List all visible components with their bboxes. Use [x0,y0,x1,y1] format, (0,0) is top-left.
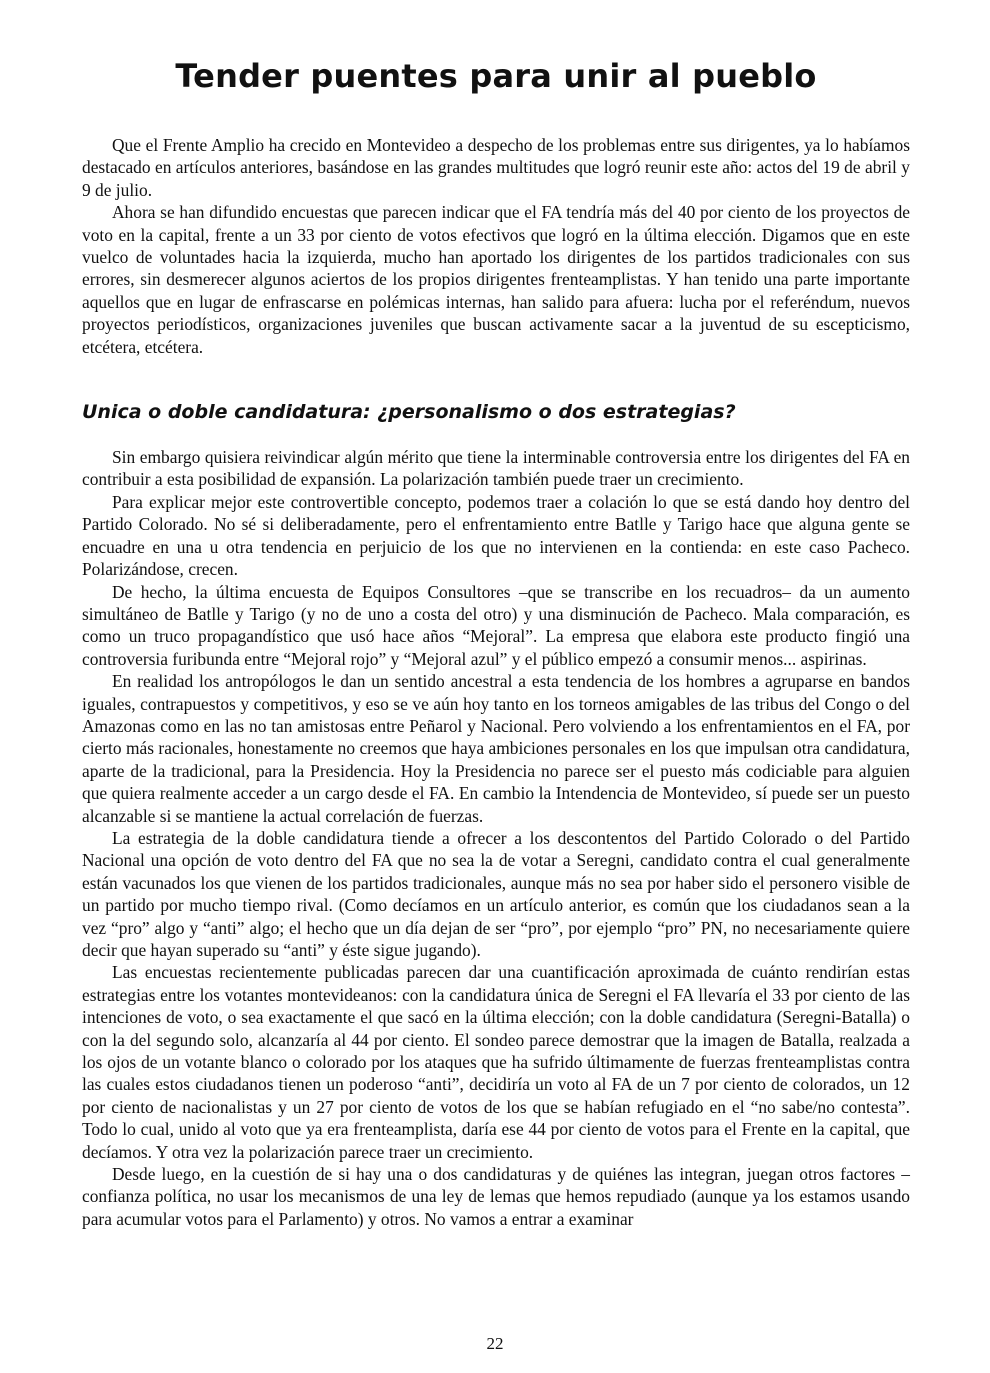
section-paragraph-2: Para explicar mejor este controvertible concepto, podemos traer a colación lo que se está dando hoy dentro del Partido Colorado. No sé si deliberadamente, pero el enfrentamiento entre Batlle y Tarigo hace que alguna gente se encuadre en una u otra tendencia en perjuicio de los que no intervienen en la contienda: en este caso Pacheco. Polarizándose, crecen. [82,491,910,580]
section-heading: Unica o doble candidatura: ¿personalismo o dos estrategias? [82,401,736,424]
section-paragraph-3: De hecho, la última encuesta de Equipos Consultores –que se transcribe en los recuadros– da un aumento simultáneo de Batlle y Tarigo (y no de uno a costa del otro) y una disminución de Pacheco. Mala comparación, es como un truco propagandístico que usó hace años “Mejoral”. La empresa que elabora este producto fingió una controversia furibunda entre “Mejoral rojo” y “Mejoral azul” y el público empezó a consumir menos... aspirinas. [82,581,910,669]
section-paragraph-4: En realidad los antropólogos le dan un sentido ancestral a esta tendencia de los hombres a agruparse en bandos iguales, contrapuestos y competitivos, y eso se ve aún hoy tanto en los torneos amigables de las tribus del Congo o del Amazonas como en las no tan amistosas entre Peñarol y Nacional. Pero volviendo a los enfrentamientos en el FA, por cierto más racionales, honestamente no creemos que haya ambiciones personales en los que impulsan otra candidatura, aparte de la tradicional, para la Presidencia. Hoy la Presidencia no parece ser el puesto más codiciable para alguien que quiera realmente acceder a un cargo desde el FA. En cambio la Intendencia de Montevideo, sí puede ser un puesto alcanzable si se mantiene la actual correlación de fuerzas. [82,671,910,826]
article-title: Tender puentes para unir al pueblo [175,57,817,95]
section-paragraph-7: Desde luego, en la cuestión de si hay una o dos candidaturas y de quiénes las integran, juegan otros factores –confianza política, no usar los mecanismos de una ley de lemas que hemos repudiado (aunque ya los estamos usando para acumular votos para el Parlamento) y otros. No vamos a entrar a examinar [82,1164,910,1229]
page-number: 22 [486,1334,504,1353]
article-page [82,56,910,1230]
intro-paragraph-1: Que el Frente Amplio ha crecido en Montevideo a despecho de los problemas entre sus dirigentes, ya lo habíamos destacado en artículos anteriores, basándose en las grandes multitudes que logró reunir este año: actos del 19 de abril y 9 de julio. [82,135,910,200]
intro-paragraph-2: Ahora se han difundido encuestas que parecen indicar que el FA tendría más del 40 por ciento de los proyectos de voto en la capital, frente a un 33 por ciento de votos efectivos que logró en la última elección. Digamos que en este vuelco de voluntades hacia la izquierda, mucho han aportado los dirigentes de los partidos tradicionales con sus errores, sin desmerecer algunos aciertos de los propios dirigentes frenteamplistas. Y han tenido una parte importante aquellos que en lugar de enfrascarse en polémicas internas, han salido para afuera: lucha por el referéndum, nuevos proyectos periodísticos, organizaciones juveniles que buscan activamente sacar a la juventud de su escepticismo, etcétera, etcétera. [82,202,910,357]
section-paragraph-5: La estrategia de la doble candidatura tiende a ofrecer a los descontentos del Partido Colorado o del Partido Nacional una opción de voto dentro del FA que no sea la de votar a Seregni, candidato contra el cual generalmente están vacunados los que vienen de los partidos tradicionales, aunque más no sea por haber sido el personero visible de un partido por mucho tiempo rival. (Como decíamos en un artículo anterior, es común que los ciudadanos sean a la vez “pro” algo y “anti” algo; el hecho que un día dejan de ser “pro”, por ejemplo “pro” PN, no necesariamente quiere decir que hayan superado su “anti” y éste sigue jugando). [82,827,910,960]
section-paragraph-6: Las encuestas recientemente publicadas parecen dar una cuantificación aproximada de cuánto rendirían estas estrategias entre los votantes montevideanos: con la candidatura única de Seregni el FA llevaría el 33 por ciento de las intenciones de voto, o sea exactamente el que sacó en la última elección; con la doble candidatura (Seregni-Batalla) o con la del segundo solo, alcanzaría al 44 por ciento. El sondeo parece demostrar que la imagen de Batalla, realzada a los ojos de un votante blanco o colorado por los ataques que ha sufrido últimamente de fuerzas frenteamplistas contra las cuales estos ciudadanos tienen un poderoso “anti”, decidiría un voto al FA de un 7 por ciento de colorados, un 12 por ciento de nacionalistas y un 27 por ciento de votos de los que se habían refugiado en el “no sabe/no contesta”. Todo lo cual, unido al voto que ya era frenteamplista, daría ese 44 por ciento de votos para el Frente en la capital, que decíamos. Y otra vez la polarización parece traer un crecimiento. [82,962,910,1162]
section-paragraph-1: Sin embargo quisiera reivindicar algún mérito que tiene la interminable controversia entre los dirigentes del FA en contribuir a esta posibilidad de expansión. La polarización también puede traer un crecimiento. [82,447,910,490]
